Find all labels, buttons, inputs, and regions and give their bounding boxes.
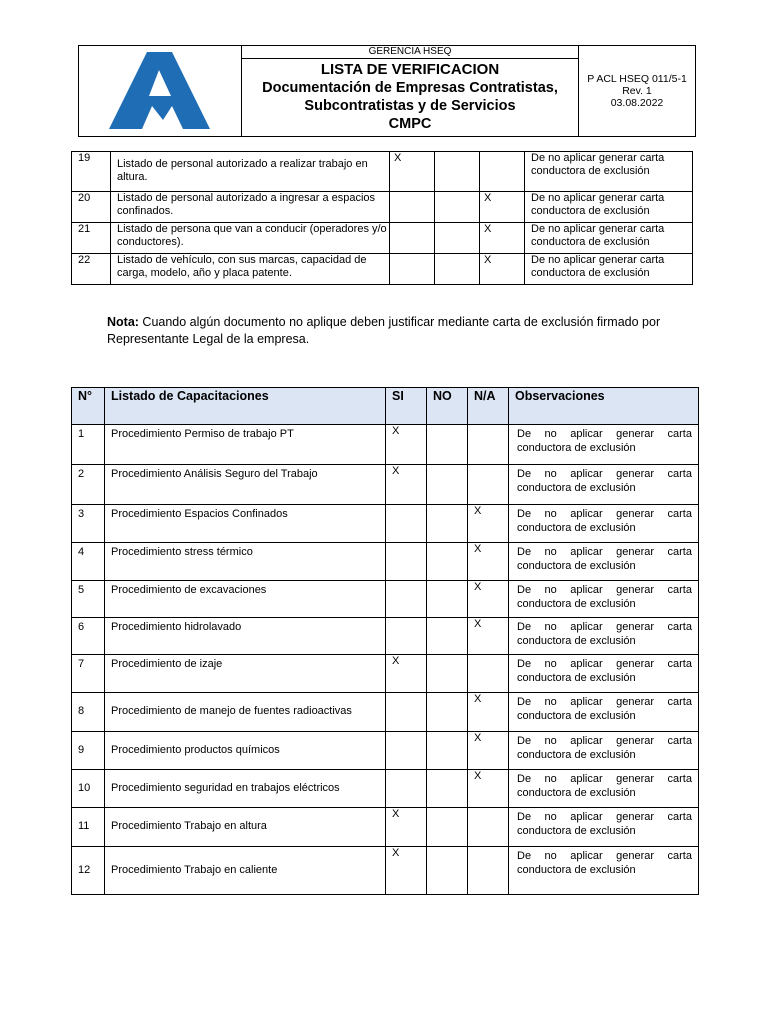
row-na: X (468, 618, 509, 655)
row-si: X (386, 847, 427, 895)
observation-line-1 (517, 811, 692, 825)
table-row (72, 223, 693, 254)
row-number: 20 (72, 192, 111, 223)
observation-line-1 (517, 696, 692, 710)
table-row (72, 770, 699, 808)
row-si (386, 581, 427, 618)
observation-line-2: conductora de exclusión (517, 671, 636, 684)
row-observation (509, 770, 699, 808)
observation-line-2: conductora de exclusión (517, 709, 636, 722)
observation-line-2: conductora de exclusión (517, 521, 636, 534)
observation-word: no (544, 621, 557, 633)
row-number: 8 (72, 693, 105, 732)
table-row (72, 254, 693, 285)
table-row (72, 425, 699, 465)
observation-word: De (517, 508, 532, 520)
observation-word: aplicar (570, 546, 603, 558)
document-date: 03.08.2022 (610, 97, 664, 109)
row-description: Procedimiento stress térmico (105, 543, 386, 581)
row-si (386, 543, 427, 581)
row-si: X (386, 655, 427, 693)
observation-word: De (517, 735, 532, 747)
row-number: 4 (72, 543, 105, 581)
trainings-table (71, 387, 699, 895)
row-observation (509, 425, 699, 465)
note-label: Nota: (107, 315, 139, 329)
observation-line-1 (517, 508, 692, 522)
observation-word: aplicar (570, 621, 603, 633)
row-description: Listado de vehículo, con sus marcas, capacidad de carga, modelo, año y placa patente. (111, 254, 390, 285)
observation-word: carta (667, 850, 692, 862)
table-row (72, 732, 699, 770)
observation-word: De (517, 621, 532, 633)
observation-word: De (517, 658, 532, 670)
observation-line-2: conductora de exclusión (517, 748, 636, 761)
observation-word: no (544, 468, 557, 480)
row-observation (509, 847, 699, 895)
row-no (427, 581, 468, 618)
observation-line-2: conductora de exclusión (517, 824, 636, 837)
observation-word: aplicar (570, 850, 603, 862)
observation-line-2: conductora de exclusión (517, 441, 636, 454)
observation-word: no (544, 773, 557, 785)
observation-word: carta (667, 696, 692, 708)
document-revision: Rev. 1 (622, 85, 652, 97)
observation-word: no (544, 508, 557, 520)
logo-cell (79, 46, 242, 137)
row-observation (509, 732, 699, 770)
observation-word: generar (616, 584, 655, 596)
observation-word: De (517, 850, 532, 862)
observation-word: aplicar (570, 696, 603, 708)
row-description: Procedimiento seguridad en trabajos eléctricos (105, 770, 386, 808)
row-no (427, 655, 468, 693)
row-na: X (480, 192, 525, 223)
row-si: X (390, 152, 435, 192)
note-paragraph (107, 314, 667, 348)
row-number: 22 (72, 254, 111, 285)
observation-word: aplicar (570, 811, 603, 823)
row-observation (509, 543, 699, 581)
row-na (468, 847, 509, 895)
observation-line-1 (517, 850, 692, 864)
observation-word: no (544, 850, 557, 862)
row-si (386, 693, 427, 732)
title-line-1: LISTA DE VERIFICACION (320, 61, 500, 78)
observation-word: no (544, 735, 557, 747)
observation-word: generar (616, 696, 655, 708)
row-number: 9 (72, 732, 105, 770)
row-description: Procedimiento Trabajo en altura (105, 808, 386, 847)
row-si (390, 254, 435, 285)
observation-word: carta (667, 546, 692, 558)
table-row (72, 543, 699, 581)
observation-word: De (517, 546, 532, 558)
observation-word: generar (616, 811, 655, 823)
table-row (72, 581, 699, 618)
row-no (435, 152, 480, 192)
row-description: Procedimiento Trabajo en caliente (105, 847, 386, 895)
row-description: Procedimiento de izaje (105, 655, 386, 693)
observation-line-1 (517, 428, 692, 442)
observation-word: carta (667, 584, 692, 596)
table-row (72, 655, 699, 693)
observation-word: no (544, 428, 557, 440)
row-description: Procedimiento hidrolavado (105, 618, 386, 655)
row-si (386, 732, 427, 770)
table-row (72, 808, 699, 847)
row-observation (509, 655, 699, 693)
observation-word: carta (667, 468, 692, 480)
row-description: Procedimiento Análisis Seguro del Trabajo (105, 465, 386, 505)
table-row (72, 465, 699, 505)
row-na (480, 152, 525, 192)
title-line-4: CMPC (388, 116, 432, 132)
row-na: X (468, 732, 509, 770)
row-no (427, 847, 468, 895)
row-number: 6 (72, 618, 105, 655)
observation-word: generar (616, 621, 655, 633)
table-row (72, 505, 699, 543)
row-si (386, 505, 427, 543)
row-observation (509, 693, 699, 732)
row-description: Procedimiento Espacios Confinados (105, 505, 386, 543)
header-description: Listado de Capacitaciones (105, 388, 386, 425)
observation-word: aplicar (570, 584, 603, 596)
observation-word: De (517, 428, 532, 440)
row-si: X (386, 465, 427, 505)
header-na: N/A (468, 388, 509, 425)
observation-word: aplicar (570, 428, 603, 440)
observation-word: no (544, 811, 557, 823)
row-si (390, 192, 435, 223)
observation-word: carta (667, 658, 692, 670)
observation-line-2: conductora de exclusión (517, 559, 636, 572)
observation-line-1 (517, 773, 692, 787)
row-no (435, 192, 480, 223)
title-line-3: Subcontratistas y de Servicios (304, 98, 516, 114)
row-si: X (386, 425, 427, 465)
observation-line-1 (517, 621, 692, 635)
row-no (427, 505, 468, 543)
observation-word: aplicar (570, 658, 603, 670)
row-no (427, 693, 468, 732)
row-si (386, 618, 427, 655)
row-no (427, 732, 468, 770)
row-observation: De no aplicar generar carta conductora de exclusión (525, 192, 693, 223)
observation-word: carta (667, 773, 692, 785)
observation-line-2: conductora de exclusión (517, 863, 636, 876)
row-na: X (468, 770, 509, 808)
table-row (72, 152, 693, 192)
observation-line-1 (517, 584, 692, 598)
observation-word: generar (616, 468, 655, 480)
row-no (427, 808, 468, 847)
row-na (468, 465, 509, 505)
row-na: X (480, 254, 525, 285)
observation-line-1 (517, 735, 692, 749)
observation-line-2: conductora de exclusión (517, 597, 636, 610)
observation-word: no (544, 658, 557, 670)
observation-line-2: conductora de exclusión (517, 634, 636, 647)
row-no (427, 770, 468, 808)
observation-word: De (517, 811, 532, 823)
observation-word: generar (616, 735, 655, 747)
documents-table (71, 151, 693, 285)
observation-line-1 (517, 546, 692, 560)
row-observation: De no aplicar generar carta conductora de exclusión (525, 152, 693, 192)
observation-word: aplicar (570, 773, 603, 785)
header-si: SI (386, 388, 427, 425)
row-description: Procedimiento productos químicos (105, 732, 386, 770)
observation-word: De (517, 468, 532, 480)
observation-word: no (544, 584, 557, 596)
observation-word: carta (667, 508, 692, 520)
row-description: Listado de persona que van a conducir (operadores y/o conductores). (111, 223, 390, 254)
row-observation (509, 808, 699, 847)
observation-line-2: conductora de exclusión (517, 786, 636, 799)
row-number: 2 (72, 465, 105, 505)
row-na: X (468, 505, 509, 543)
row-na: X (468, 581, 509, 618)
document-title (242, 59, 579, 137)
row-observation (509, 581, 699, 618)
row-no (427, 425, 468, 465)
row-no (435, 223, 480, 254)
row-number: 12 (72, 847, 105, 895)
observation-word: carta (667, 621, 692, 633)
observation-word: generar (616, 850, 655, 862)
row-observation (509, 618, 699, 655)
observation-line-1 (517, 658, 692, 672)
document-code-cell (579, 46, 696, 137)
table-row (72, 618, 699, 655)
row-number: 10 (72, 770, 105, 808)
row-na: X (468, 693, 509, 732)
observation-word: generar (616, 508, 655, 520)
row-description: Listado de personal autorizado a ingresar a espacios confinados. (111, 192, 390, 223)
row-no (427, 618, 468, 655)
row-si: X (386, 808, 427, 847)
title-line-2: Documentación de Empresas Contratistas, (262, 80, 558, 96)
row-na: X (480, 223, 525, 254)
observation-word: no (544, 546, 557, 558)
row-number: 21 (72, 223, 111, 254)
row-observation: De no aplicar generar carta conductora de exclusión (525, 254, 693, 285)
observation-word: carta (667, 428, 692, 440)
document-header (78, 45, 696, 137)
observation-word: generar (616, 773, 655, 785)
row-number: 3 (72, 505, 105, 543)
observation-word: aplicar (570, 508, 603, 520)
company-logo-icon (79, 46, 241, 131)
row-number: 5 (72, 581, 105, 618)
row-observation (509, 465, 699, 505)
row-na (468, 655, 509, 693)
row-description: Procedimiento Permiso de trabajo PT (105, 425, 386, 465)
row-si (390, 223, 435, 254)
observation-word: carta (667, 811, 692, 823)
row-description: Procedimiento de excavaciones (105, 581, 386, 618)
row-no (427, 543, 468, 581)
note-text: Cuando algún documento no aplique deben justificar mediante carta de exclusión firmado por Representante Legal de la empresa. (107, 315, 661, 346)
observation-word: aplicar (570, 735, 603, 747)
row-si (386, 770, 427, 808)
row-na: X (468, 543, 509, 581)
row-no (427, 465, 468, 505)
document-code: P ACL HSEQ 011/5-1 (587, 73, 687, 85)
department-label: GERENCIA HSEQ (242, 46, 579, 59)
header-no: NO (427, 388, 468, 425)
table-row (72, 693, 699, 732)
row-number: 19 (72, 152, 111, 192)
observation-word: generar (616, 428, 655, 440)
observation-word: generar (616, 658, 655, 670)
observation-line-1 (517, 468, 692, 482)
observation-word: De (517, 773, 532, 785)
row-number: 11 (72, 808, 105, 847)
row-number: 7 (72, 655, 105, 693)
row-na (468, 425, 509, 465)
observation-word: De (517, 696, 532, 708)
row-description: Procedimiento de manejo de fuentes radioactivas (105, 693, 386, 732)
header-number: N° (72, 388, 105, 425)
observation-line-2: conductora de exclusión (517, 481, 636, 494)
row-no (435, 254, 480, 285)
table-header-row (72, 388, 699, 425)
table-row (72, 192, 693, 223)
observation-word: no (544, 696, 557, 708)
observation-word: aplicar (570, 468, 603, 480)
header-observations: Observaciones (509, 388, 699, 425)
observation-word: De (517, 584, 532, 596)
row-description: Listado de personal autorizado a realizar trabajo en altura. (111, 152, 390, 192)
row-number: 1 (72, 425, 105, 465)
observation-word: carta (667, 735, 692, 747)
row-na (468, 808, 509, 847)
row-observation: De no aplicar generar carta conductora de exclusión (525, 223, 693, 254)
table-row (72, 847, 699, 895)
observation-word: generar (616, 546, 655, 558)
row-observation (509, 505, 699, 543)
